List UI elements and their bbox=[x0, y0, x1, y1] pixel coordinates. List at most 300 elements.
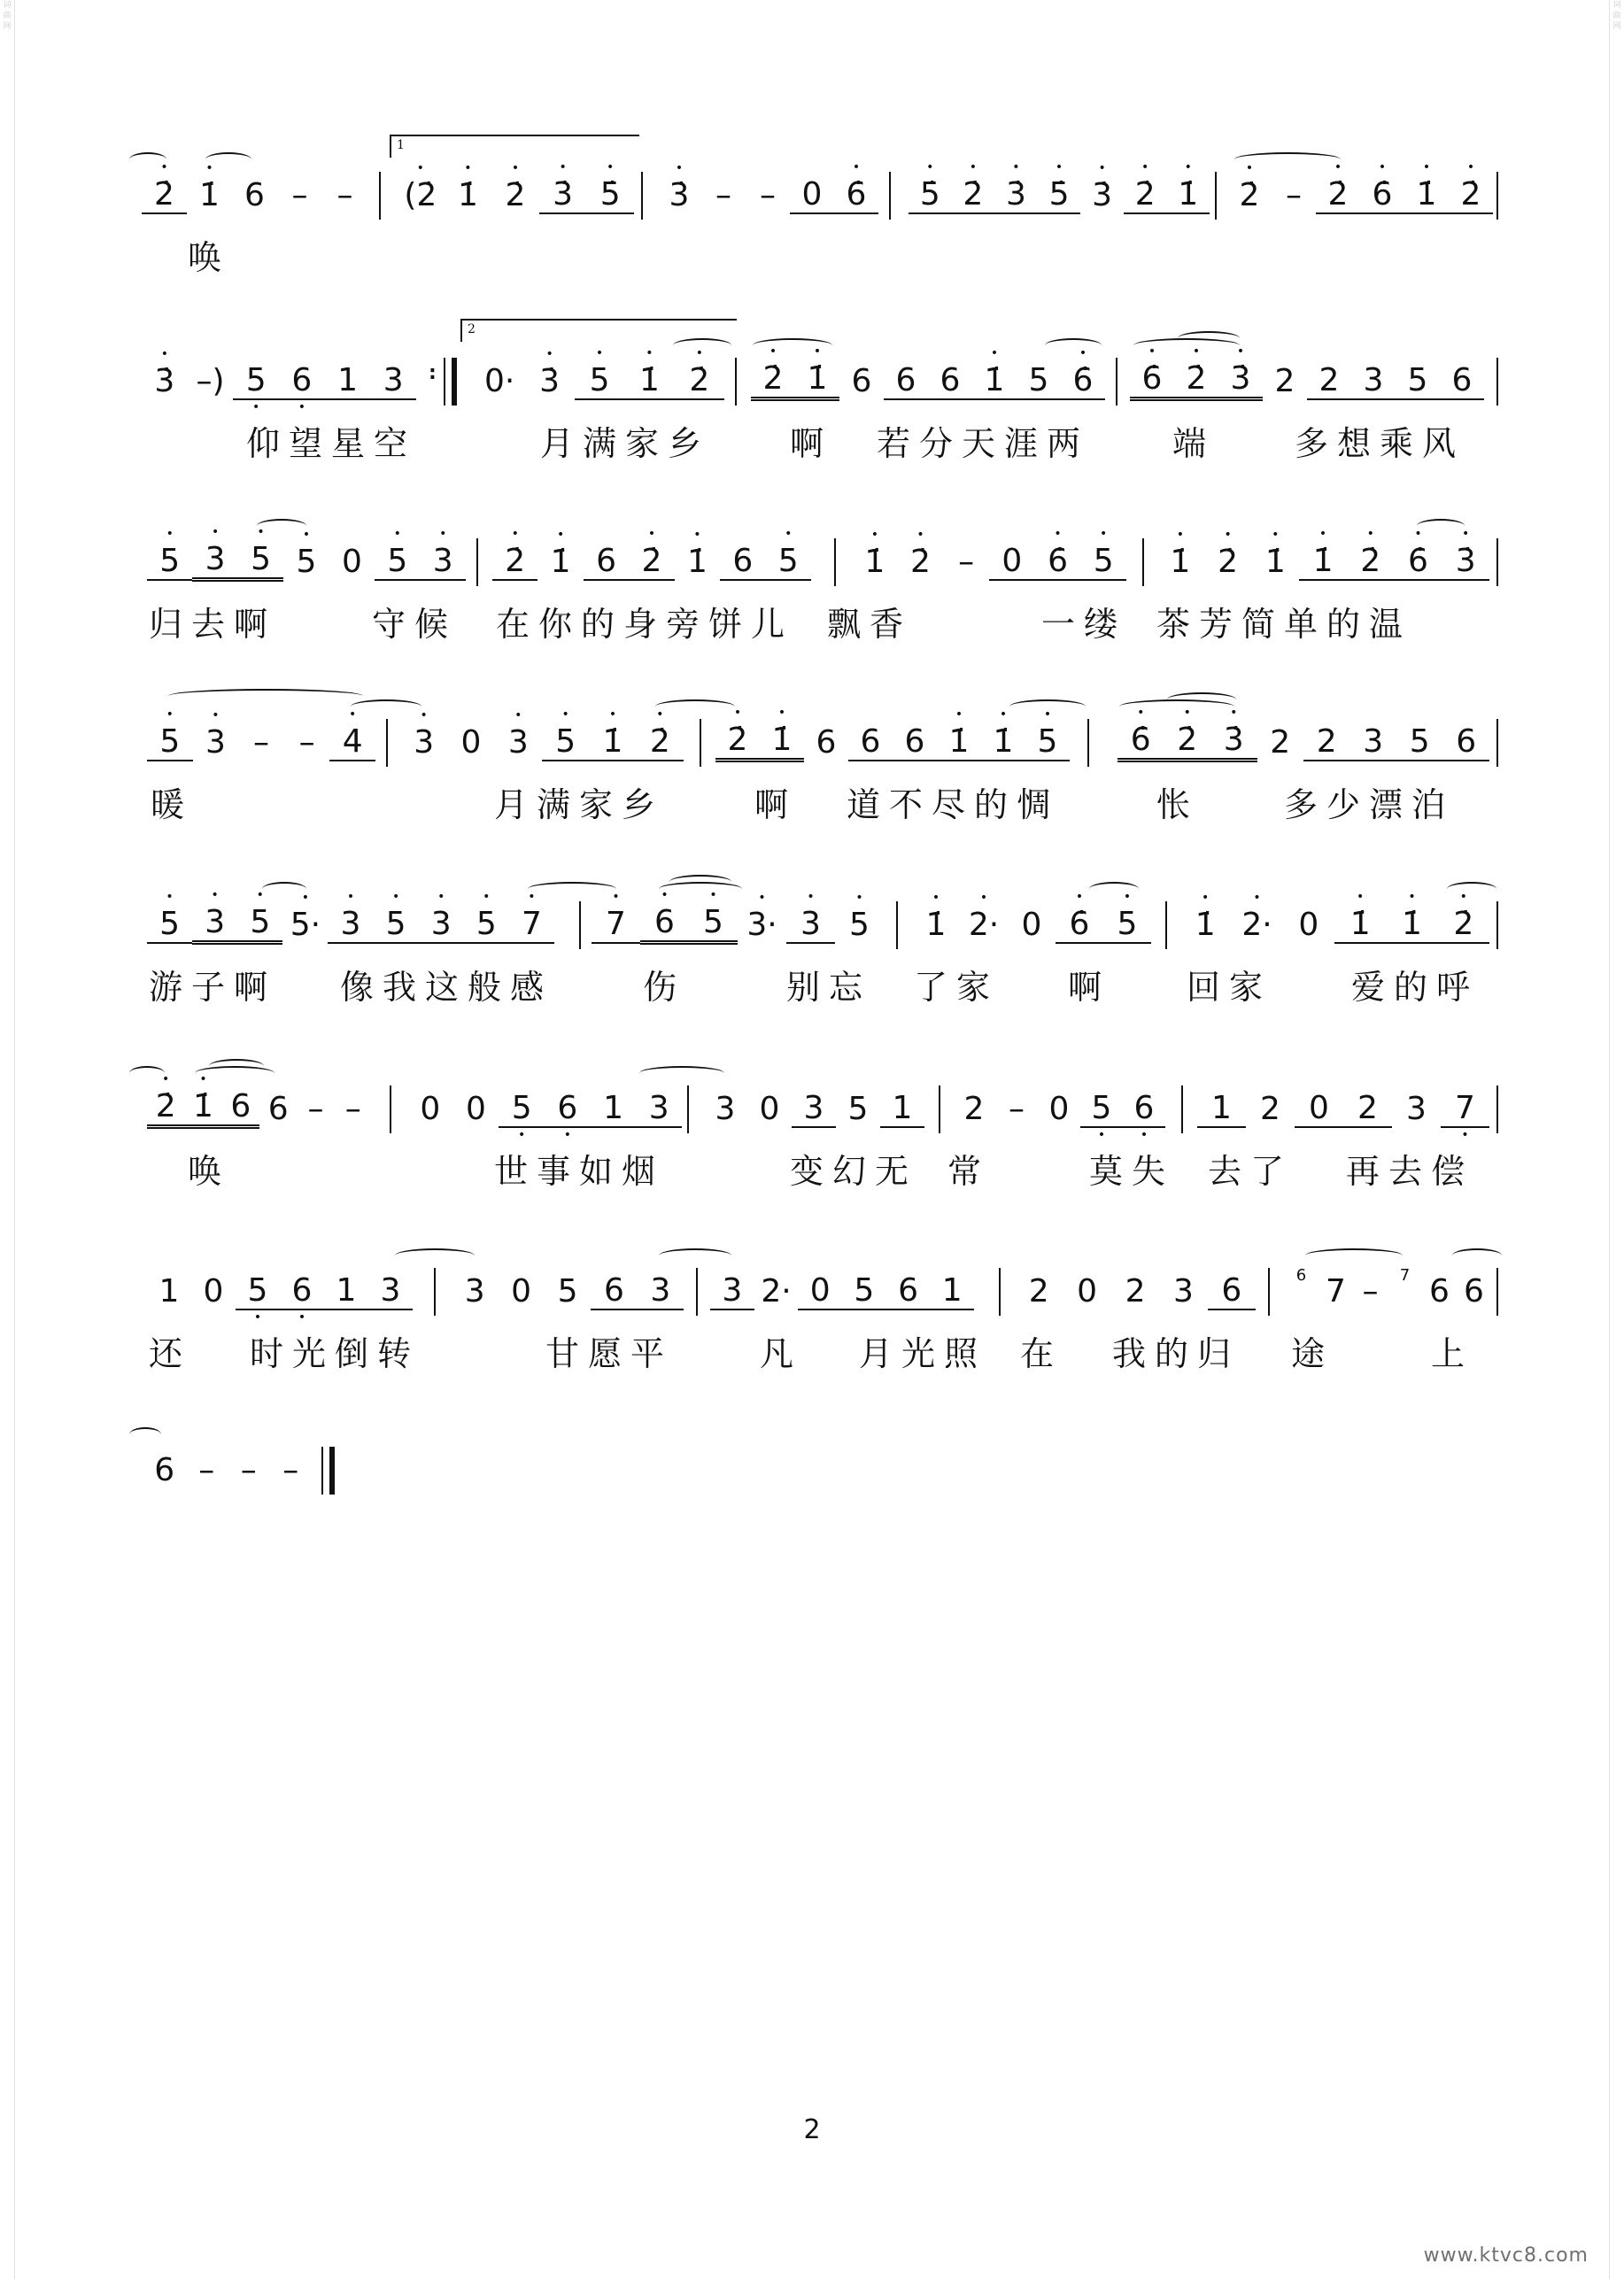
note: 7 bbox=[1326, 1272, 1346, 1309]
note: • 5 bbox=[237, 904, 282, 945]
note: – bbox=[344, 1090, 361, 1127]
note: • 3 bbox=[421, 543, 466, 581]
note: – bbox=[1009, 1090, 1025, 1127]
barline bbox=[889, 172, 891, 220]
site-watermark: www.ktvc8.com bbox=[1423, 2244, 1589, 2267]
measure bbox=[710, 1264, 974, 1317]
note: 1 bbox=[324, 1272, 368, 1310]
note: • 5 bbox=[542, 723, 589, 761]
note: 3 bbox=[464, 1272, 485, 1309]
note: 5 • bbox=[499, 1090, 545, 1128]
volta-1: 1 bbox=[390, 135, 639, 158]
measure bbox=[143, 1443, 312, 1496]
measure bbox=[852, 535, 1126, 588]
note: 0 bbox=[203, 1272, 224, 1309]
note: • 3̇ bbox=[657, 177, 701, 213]
note: • 6̇ bbox=[834, 176, 878, 214]
note: – bbox=[307, 1090, 324, 1127]
measure bbox=[703, 1082, 924, 1135]
measure bbox=[657, 168, 878, 221]
note: 6 bbox=[154, 1451, 175, 1488]
volta-2: 2 bbox=[460, 319, 737, 342]
note: • 3̇ bbox=[1210, 722, 1257, 762]
note: 3 bbox=[1351, 362, 1396, 400]
measure bbox=[953, 1082, 1165, 1135]
note: • 2̇ bbox=[675, 362, 724, 400]
slur bbox=[129, 1066, 165, 1080]
note: 1 bbox=[591, 1090, 637, 1128]
note: • 2̇ bbox=[1347, 543, 1395, 581]
slur bbox=[669, 875, 731, 889]
lyric: 伤 bbox=[643, 968, 686, 1007]
final-barline bbox=[329, 1447, 335, 1495]
note: • 3̇ bbox=[994, 176, 1038, 214]
note: • 2̇ bbox=[1174, 360, 1218, 401]
note: • 1̇ bbox=[1404, 176, 1449, 214]
note: • 1̇ bbox=[981, 723, 1025, 761]
note: 2 bbox=[963, 1090, 985, 1127]
slur bbox=[129, 152, 166, 166]
note: • 4 bbox=[329, 723, 375, 761]
lyric: 怅 bbox=[1156, 785, 1200, 824]
note: • 1̇ bbox=[912, 907, 960, 943]
note: 6 bbox=[244, 176, 265, 213]
note: 6 • bbox=[1123, 1090, 1165, 1128]
note: – bbox=[336, 176, 353, 213]
note: 5 • bbox=[233, 362, 279, 400]
note: • 2̇ bbox=[637, 723, 684, 761]
slur bbox=[639, 1066, 724, 1080]
note: – bbox=[282, 1451, 299, 1488]
barline bbox=[700, 719, 701, 767]
note: 3 bbox=[370, 362, 416, 400]
note: • 3̇ bbox=[524, 363, 574, 399]
note: 0 bbox=[1298, 906, 1319, 943]
note: 0 bbox=[341, 543, 362, 580]
note: • 1̇ bbox=[852, 544, 898, 580]
measure bbox=[1197, 1082, 1489, 1135]
note: 0 bbox=[1077, 1272, 1098, 1309]
note: 6 bbox=[851, 362, 872, 399]
barline bbox=[735, 358, 737, 406]
barline bbox=[1496, 538, 1498, 586]
barline bbox=[1215, 172, 1217, 220]
note: 2 bbox=[1028, 1272, 1049, 1309]
lyric: 啊 bbox=[754, 785, 798, 824]
repeat-barline bbox=[452, 358, 457, 406]
note: 2 bbox=[1274, 362, 1295, 399]
side-watermark-right: 词曲网 bbox=[1609, 0, 1624, 2279]
note: 6 bbox=[720, 543, 765, 581]
note: • 3̇ bbox=[1442, 543, 1489, 581]
lyric: 游子啊 bbox=[149, 968, 277, 1007]
note: – bbox=[760, 176, 776, 213]
measure bbox=[1117, 715, 1489, 769]
note: 6 • bbox=[280, 1272, 324, 1310]
lyric: 像我这般感 bbox=[340, 968, 553, 1007]
note: • 2̇ bbox=[492, 543, 537, 581]
note: • 2̇ bbox=[1227, 177, 1272, 213]
note: • 3 bbox=[495, 724, 542, 761]
note: – bbox=[958, 543, 975, 580]
note: • 1̇ bbox=[589, 723, 636, 761]
note: • 2̇ bbox=[1124, 176, 1167, 214]
repeat-sign: : bbox=[429, 362, 437, 384]
barline bbox=[390, 1085, 391, 1133]
note: • 6̇ bbox=[1117, 722, 1164, 762]
note: • 6̇ bbox=[1035, 543, 1081, 581]
note: 0 bbox=[1295, 1090, 1343, 1128]
lyric: 若分天涯两 bbox=[877, 424, 1090, 463]
note: • 5 bbox=[375, 543, 420, 581]
slur bbox=[659, 1248, 731, 1263]
note: 0 bbox=[511, 1272, 532, 1309]
lyric: 还 bbox=[149, 1334, 192, 1373]
note: • 5 bbox=[1080, 543, 1126, 581]
lyric: 上 bbox=[1431, 1334, 1474, 1373]
note: • 3 bbox=[192, 904, 237, 945]
lyric: 时光倒转 bbox=[250, 1334, 421, 1373]
lyric: 爱的呼 bbox=[1351, 968, 1480, 1007]
note: • 2· bbox=[960, 907, 1008, 943]
note: –) bbox=[196, 362, 225, 399]
note: 6 bbox=[591, 1272, 637, 1310]
note: • 5 bbox=[766, 543, 811, 581]
note: 6 bbox=[928, 362, 972, 400]
barline bbox=[434, 1268, 436, 1316]
measure bbox=[147, 1264, 413, 1317]
note: • 1̇ bbox=[1251, 544, 1299, 580]
note: 6 bbox=[1464, 1272, 1484, 1309]
lyric: 变幻无 bbox=[790, 1152, 918, 1191]
note: • 2̇ bbox=[715, 722, 760, 762]
barline bbox=[1165, 901, 1167, 949]
measure bbox=[400, 715, 684, 769]
barline bbox=[696, 1268, 698, 1316]
note: • 3̇ bbox=[142, 363, 188, 399]
measure bbox=[397, 168, 634, 221]
lyric: 凡 bbox=[760, 1334, 803, 1373]
note: 5 bbox=[1017, 362, 1061, 400]
note: • 5 bbox=[374, 906, 419, 944]
note: • 6 bbox=[640, 904, 689, 945]
slur bbox=[528, 882, 616, 896]
barline bbox=[1181, 1085, 1183, 1133]
lyric: 世事如烟 bbox=[494, 1152, 665, 1191]
note: 0· bbox=[484, 362, 515, 399]
note: • 3̇ bbox=[539, 176, 587, 214]
barline bbox=[1496, 172, 1498, 220]
lyric: 了家 bbox=[914, 968, 1000, 1007]
note: • 2̇ bbox=[1204, 544, 1252, 580]
note: • 2· bbox=[1231, 907, 1282, 943]
note: • 1̇ bbox=[1334, 906, 1386, 944]
note: • 2̇ bbox=[1316, 176, 1360, 214]
note: • 5̇ bbox=[909, 176, 952, 214]
lyric: 仰望星空 bbox=[246, 424, 417, 463]
grace-note: 6 bbox=[1295, 1266, 1307, 1285]
note: • 2̇ bbox=[142, 176, 187, 214]
note: 0 bbox=[460, 723, 482, 761]
note: 2 bbox=[1343, 1090, 1392, 1128]
slur bbox=[1234, 152, 1341, 166]
note: – bbox=[1362, 1272, 1379, 1309]
grace-note: 7 bbox=[1399, 1266, 1411, 1285]
slur bbox=[395, 1248, 475, 1263]
barline bbox=[1496, 1085, 1498, 1133]
measure bbox=[1130, 354, 1484, 407]
note: 0 bbox=[790, 176, 834, 214]
note: 6 bbox=[584, 543, 629, 581]
note: • 1̇ bbox=[760, 722, 804, 762]
lyric: 甘愿平 bbox=[545, 1334, 674, 1373]
note: • 5 bbox=[238, 541, 283, 582]
slur bbox=[262, 882, 306, 896]
barline bbox=[1142, 538, 1144, 586]
note: 1 bbox=[1197, 1090, 1246, 1128]
measure bbox=[147, 715, 375, 769]
slur bbox=[655, 699, 735, 714]
slur bbox=[1417, 519, 1465, 533]
measure bbox=[475, 354, 724, 407]
measure bbox=[592, 898, 884, 951]
note: • 7 bbox=[592, 906, 640, 944]
note: • 1̇ bbox=[795, 360, 839, 401]
note: • 2̇ bbox=[1164, 722, 1211, 762]
note: 2 bbox=[1307, 362, 1351, 400]
barline bbox=[999, 1268, 1001, 1316]
measure bbox=[1015, 1264, 1256, 1317]
note: • 7 bbox=[509, 906, 554, 944]
note: 3 bbox=[368, 1272, 413, 1310]
note: 3 bbox=[638, 1272, 684, 1310]
note: • 1̇ bbox=[675, 544, 720, 580]
note: • 3 bbox=[400, 724, 447, 761]
measure bbox=[407, 1082, 682, 1135]
lyric: 常 bbox=[947, 1152, 991, 1191]
slur bbox=[1447, 882, 1496, 896]
note: 2 bbox=[1125, 1272, 1146, 1309]
note: • 1̇ bbox=[1166, 176, 1210, 214]
slur bbox=[1009, 699, 1086, 714]
measure bbox=[492, 535, 811, 588]
barline bbox=[1496, 1268, 1498, 1316]
note: • 5 bbox=[147, 723, 193, 761]
note: • 6̇ bbox=[1056, 906, 1103, 944]
note: 6 bbox=[886, 1272, 931, 1310]
lyric: 啊 bbox=[1068, 968, 1111, 1007]
measure bbox=[751, 354, 1105, 407]
note: • 5 bbox=[835, 907, 884, 943]
lyric: 别忘 bbox=[786, 968, 872, 1007]
note: 5 • bbox=[236, 1272, 280, 1310]
measure bbox=[142, 354, 416, 407]
note: • 3 bbox=[192, 541, 237, 582]
lyric: 途 bbox=[1291, 1334, 1334, 1373]
lyric: 守候 bbox=[372, 605, 458, 644]
note: • 3̇ bbox=[1218, 360, 1263, 401]
note: • 1̇ bbox=[972, 362, 1017, 400]
slur bbox=[257, 519, 306, 533]
note: 0 bbox=[989, 543, 1035, 581]
note: • 2̇ bbox=[1438, 906, 1489, 944]
lyric: 唤 bbox=[188, 1152, 231, 1191]
note: 6 bbox=[1429, 1272, 1450, 1309]
note: • 3· bbox=[738, 907, 786, 943]
note: 6 bbox=[1440, 362, 1484, 400]
note: – bbox=[298, 723, 315, 761]
note: 1 bbox=[880, 1090, 924, 1128]
measure bbox=[147, 1082, 372, 1135]
note: 6 • bbox=[279, 362, 325, 400]
barline bbox=[939, 1085, 940, 1133]
note: • 1̇ bbox=[624, 362, 674, 400]
slur bbox=[1305, 1248, 1403, 1263]
note: 2 bbox=[1260, 1090, 1280, 1127]
lyric: 月满家乡 bbox=[540, 424, 711, 463]
measure bbox=[1179, 898, 1489, 951]
lyric: 再去偿 bbox=[1346, 1152, 1474, 1191]
note: • 5 bbox=[575, 362, 624, 400]
note: • 5̇ bbox=[586, 176, 634, 214]
slur bbox=[209, 1059, 264, 1073]
note: • 5 bbox=[1025, 723, 1070, 761]
note: 0 bbox=[466, 1090, 486, 1127]
barline bbox=[379, 172, 381, 220]
note: • 5̇ bbox=[1038, 176, 1081, 214]
note: • 2̇ bbox=[629, 543, 674, 581]
note: 1 bbox=[159, 1272, 180, 1309]
lyric: 在 bbox=[1020, 1334, 1063, 1373]
note: 3 bbox=[636, 1090, 682, 1128]
note: 6 bbox=[816, 723, 837, 761]
note: 6 bbox=[1208, 1272, 1256, 1310]
note: 6 • bbox=[545, 1090, 591, 1128]
note: 6 bbox=[893, 723, 937, 761]
barline bbox=[1496, 901, 1498, 949]
note: 5 bbox=[842, 1272, 886, 1310]
lyric: 多想乘风 bbox=[1295, 424, 1465, 463]
note: • 6̇ bbox=[1061, 362, 1105, 400]
lyric: 唤 bbox=[188, 238, 231, 277]
note: • 2̇ bbox=[491, 177, 539, 213]
note: 2 bbox=[1270, 723, 1291, 761]
note: • 1̇ bbox=[187, 177, 232, 213]
slur bbox=[673, 338, 731, 352]
note: 5 bbox=[847, 1090, 869, 1127]
lyric: 飘香 bbox=[827, 605, 913, 644]
note: • 3 bbox=[193, 724, 239, 761]
note: 5 bbox=[557, 1272, 578, 1309]
note: • 5 bbox=[464, 906, 509, 944]
note: 6 bbox=[222, 1088, 259, 1129]
note: • 1̇ bbox=[937, 723, 981, 761]
note: 6 bbox=[848, 723, 893, 761]
note: • 1̇ bbox=[1386, 906, 1437, 944]
slur bbox=[1452, 1248, 1502, 1263]
lyric: 回家 bbox=[1187, 968, 1272, 1007]
note: • 1̇ bbox=[1179, 907, 1231, 943]
barline bbox=[579, 901, 581, 949]
note: • 3 bbox=[419, 906, 464, 944]
lyric: 去了 bbox=[1208, 1152, 1294, 1191]
note: 3 bbox=[1350, 723, 1397, 761]
note: 1 bbox=[930, 1272, 974, 1310]
note: • 2̇ bbox=[147, 1088, 184, 1129]
note: • 3 bbox=[328, 906, 373, 944]
measure bbox=[1156, 535, 1489, 588]
barline bbox=[1496, 719, 1498, 767]
measure bbox=[147, 535, 466, 588]
note: – bbox=[715, 176, 731, 213]
note: 6 bbox=[884, 362, 928, 400]
note: • 1̇ bbox=[184, 1088, 221, 1129]
lyric: 莫失 bbox=[1089, 1152, 1175, 1191]
note: • 1̇ bbox=[445, 177, 492, 213]
note: • 2̇ bbox=[898, 544, 944, 580]
barline bbox=[386, 719, 388, 767]
note: 5 • bbox=[1080, 1090, 1123, 1128]
slur bbox=[1178, 331, 1240, 345]
note: 3 bbox=[792, 1090, 836, 1128]
barline bbox=[1087, 719, 1089, 767]
note: • 6̇ bbox=[1360, 176, 1404, 214]
note: • 5 bbox=[283, 544, 329, 580]
page-number: 2 bbox=[803, 2114, 821, 2145]
measure bbox=[142, 168, 367, 221]
note: • 5 bbox=[1103, 906, 1151, 944]
note: 0 bbox=[759, 1090, 780, 1127]
note: 0 bbox=[1048, 1090, 1070, 1127]
note: • 3̇ bbox=[1080, 177, 1124, 213]
measure bbox=[909, 168, 1210, 221]
note: 5 bbox=[1396, 723, 1443, 761]
measure bbox=[1227, 168, 1493, 221]
note: • 5 bbox=[147, 906, 192, 944]
slur bbox=[351, 699, 421, 714]
barline bbox=[896, 901, 898, 949]
slur bbox=[129, 1427, 161, 1441]
lyric: 啊 bbox=[790, 424, 833, 463]
note: • 3 bbox=[786, 906, 835, 944]
note: • 2̇ bbox=[1449, 176, 1493, 214]
note: • 1̇ bbox=[537, 544, 583, 580]
note: 1 bbox=[325, 362, 371, 400]
note: 0 bbox=[420, 1090, 441, 1127]
note: 2· bbox=[761, 1272, 792, 1309]
lyric: 道不尽的惆 bbox=[847, 785, 1060, 824]
barline bbox=[687, 1085, 689, 1133]
note: • 5 bbox=[147, 543, 192, 581]
note: – bbox=[252, 723, 269, 761]
note: – bbox=[198, 1451, 215, 1488]
measure bbox=[147, 898, 554, 951]
barline bbox=[834, 538, 836, 586]
note: 3 bbox=[1406, 1090, 1427, 1127]
note: 7 • bbox=[1441, 1090, 1489, 1128]
note: 2 bbox=[1303, 723, 1350, 761]
note: 6 bbox=[267, 1090, 289, 1127]
note: – bbox=[291, 176, 308, 213]
note: • 1̇ bbox=[1299, 543, 1347, 581]
note: • 6̇ bbox=[1395, 543, 1442, 581]
measure bbox=[1284, 1264, 1491, 1317]
lyric: 我的归 bbox=[1112, 1334, 1241, 1373]
lyric: 暖 bbox=[151, 785, 194, 824]
barline bbox=[1268, 1268, 1270, 1316]
note: 3 bbox=[710, 1272, 754, 1310]
note: – bbox=[240, 1451, 257, 1488]
